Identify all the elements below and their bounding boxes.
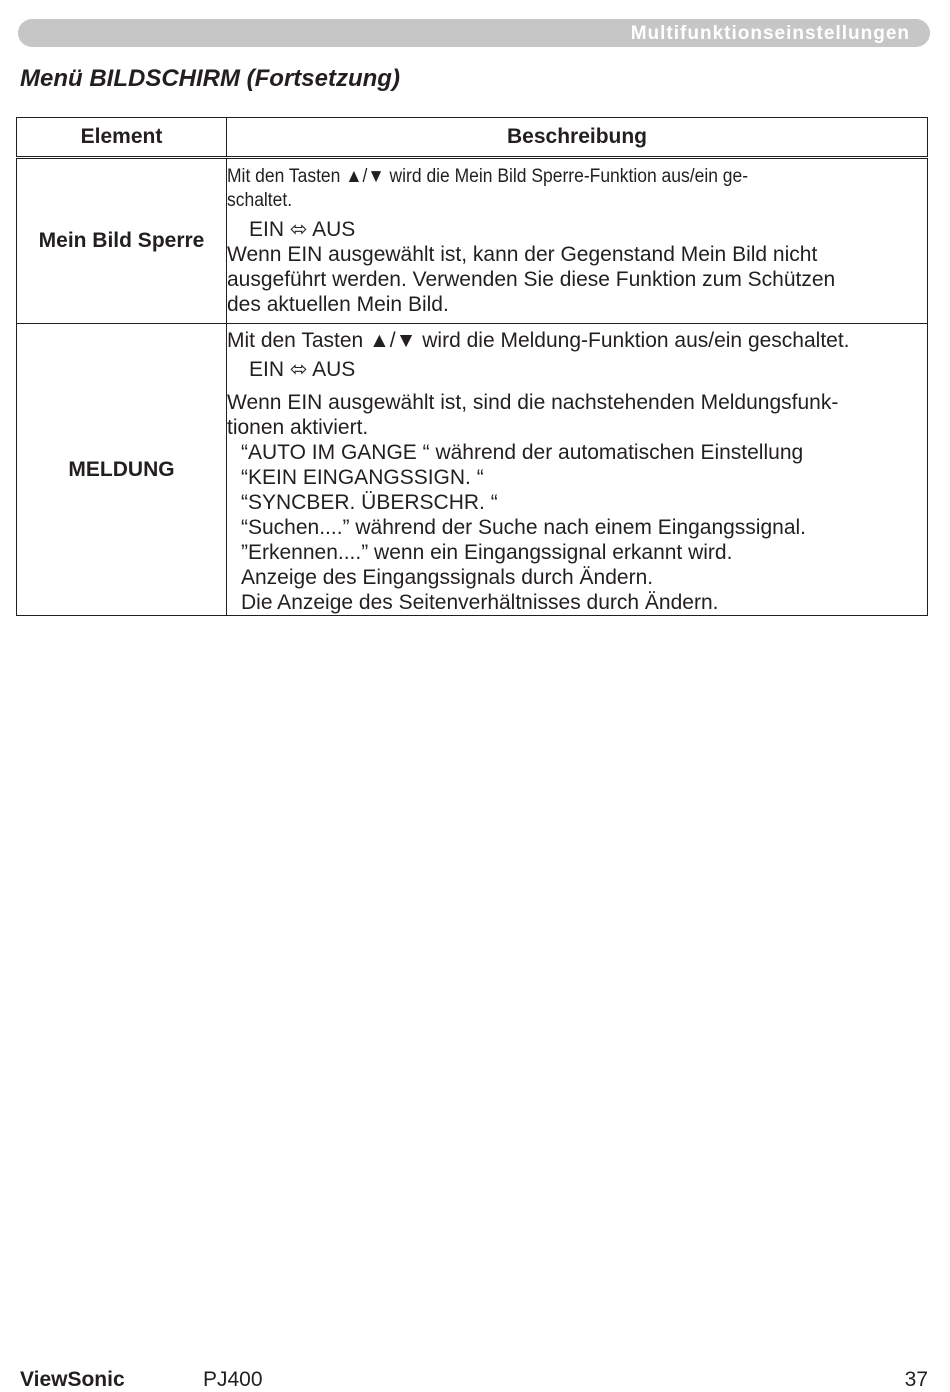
footer-brand: ViewSonic [20, 1368, 125, 1391]
element-cell: MELDUNG [17, 324, 227, 616]
menu-table [16, 117, 928, 616]
description-line: ”Erkennen....” wenn ein Eingangssignal erkannt wird. [241, 541, 733, 564]
table-row [17, 158, 928, 324]
description-cell [227, 324, 928, 616]
description-line: Anzeige des Eingangssignals durch Ändern. [241, 566, 654, 589]
column-header-description: Beschreibung [227, 118, 928, 158]
element-cell: Mein Bild Sperre [17, 158, 227, 324]
description-line: Wenn EIN ausgewählt ist, kann der Gegenstand Mein Bild nicht [227, 243, 818, 266]
description-line: “SYNCBER. ÜBERSCHR. “ [241, 491, 498, 514]
description-line: “AUTO IM GANGE “ während der automatischen Einstellung [241, 441, 804, 464]
description-line: Die Anzeige des Seitenverhältnisses durch Ändern. [241, 591, 719, 614]
table-header-row [17, 118, 928, 158]
description-line: des aktuellen Mein Bild. [227, 293, 449, 316]
description-line: Mit den Tasten ▲/▼ wird die Meldung-Funktion aus/ein geschaltet. [227, 329, 850, 352]
description-line: tionen aktiviert. [227, 416, 369, 439]
footer-model: PJ400 [203, 1368, 263, 1391]
header-title: Multifunktionseinstellungen [630, 23, 910, 44]
description-cell [227, 158, 928, 324]
section-title: Menü BILDSCHIRM (Fortsetzung) [20, 65, 400, 92]
description-line: “KEIN EINGANGSSIGN. “ [241, 466, 484, 489]
description-line: EIN ⬄ AUS [249, 218, 356, 241]
description-line: Mit den Tasten ▲/▼ wird die Mein Bild Sperre-Funktion aus/ein ge- [227, 166, 749, 187]
description-line: “Suchen....” während der Suche nach einem Eingangssignal. [241, 516, 807, 539]
header-bar [18, 19, 930, 47]
page-number: 37 [904, 1368, 928, 1391]
table-row [17, 324, 928, 616]
description-line: ausgeführt werden. Verwenden Sie diese Funktion zum Schützen [227, 268, 836, 291]
description-line: EIN ⬄ AUS [249, 358, 356, 381]
description-line: schaltet. [227, 190, 293, 211]
column-header-element: Element [17, 118, 227, 158]
description-line: Wenn EIN ausgewählt ist, sind die nachstehenden Meldungsfunk- [227, 391, 839, 414]
